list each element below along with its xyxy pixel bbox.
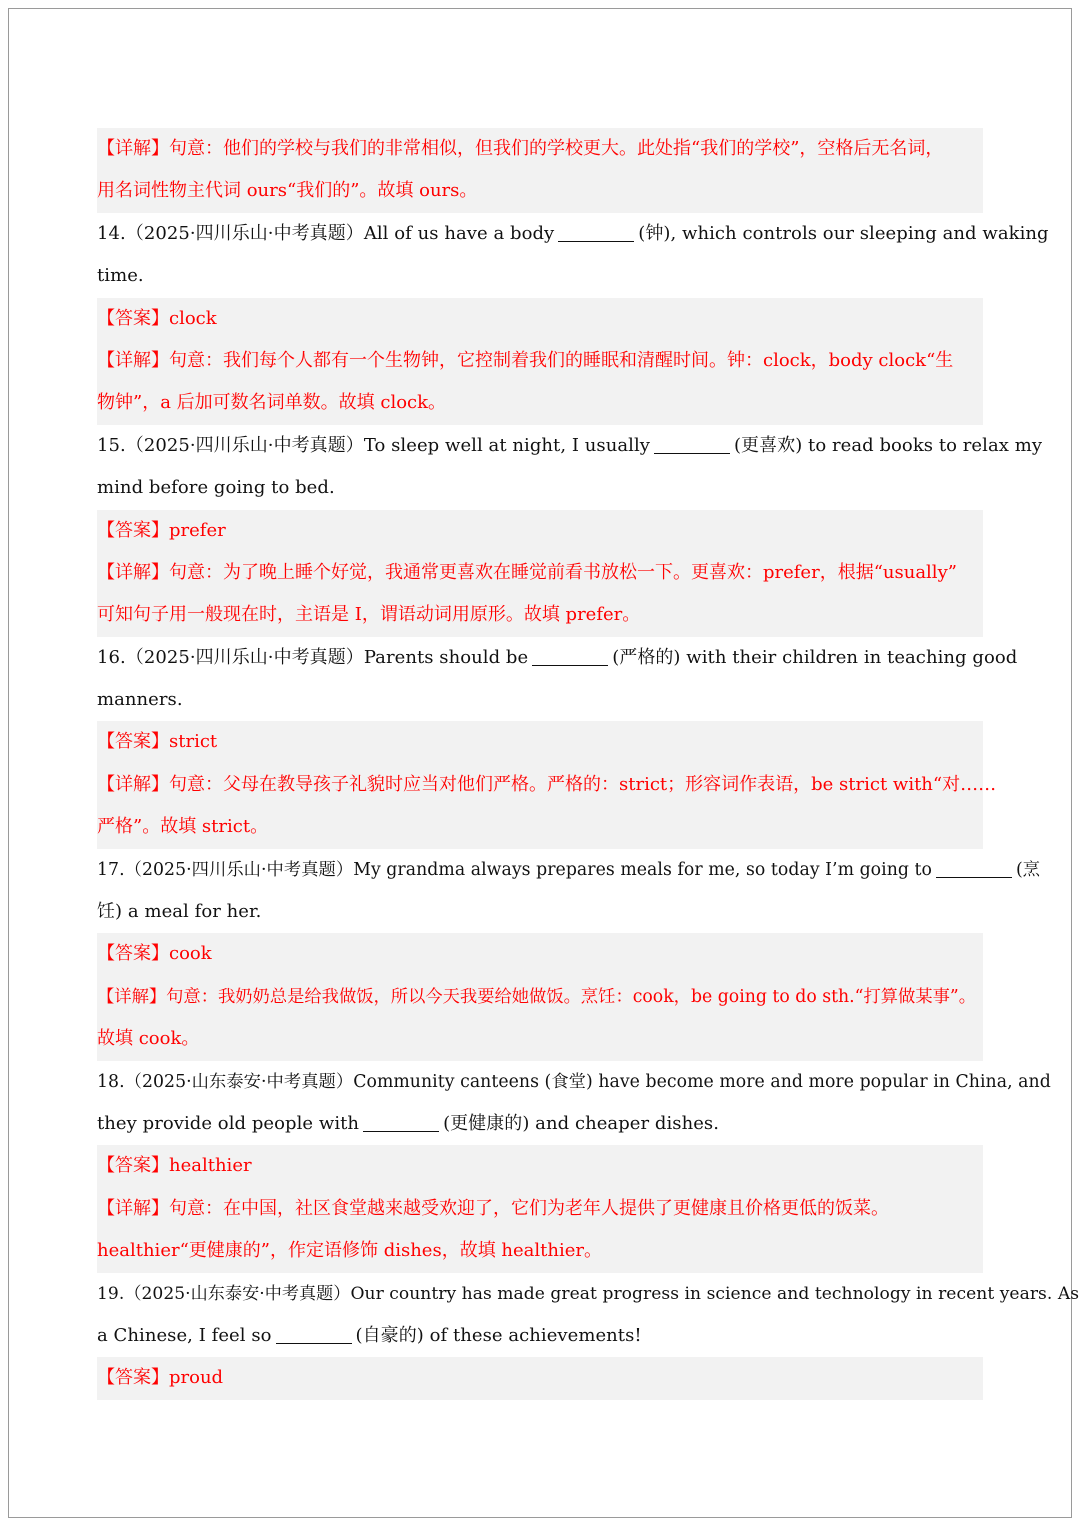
- answer-line: 【答案】healthier: [97, 1155, 252, 1177]
- question-19: [97, 1273, 1080, 1358]
- explanation-line: 用名词性物主代词 ours“我们的”。故填 ours。: [97, 180, 478, 202]
- answer-block-13: [97, 128, 983, 213]
- question-text: (更健康的) and cheaper dishes.: [443, 1112, 719, 1134]
- explanation-line: 【详解】句意：为了晚上睡个好觉，我通常更喜欢在睡觉前看书放松一下。更喜欢：prefer，根据“usually”: [97, 561, 957, 583]
- answer-block-18: [97, 1145, 983, 1272]
- question-text: mind before going to bed.: [97, 477, 335, 499]
- question-text: (自豪的) of these achievements!: [355, 1324, 642, 1346]
- answer-block-15: [97, 510, 983, 637]
- question-text: 16.（2025·四川乐山·中考真题）Parents should be: [97, 646, 529, 668]
- question-15: [97, 425, 1043, 510]
- answer-block-19: [97, 1357, 983, 1399]
- question-text: (钟), which controls our sleeping and waking: [638, 222, 1049, 244]
- answer-block-17: [97, 933, 983, 1060]
- question-text: time.: [97, 265, 144, 287]
- question-text: 18.（2025·山东泰安·中考真题）Community canteens (食堂) have become more and more popular in China, and: [97, 1071, 1051, 1092]
- explanation-line: 物钟”，a 后加可数名词单数。故填 clock。: [97, 392, 447, 414]
- answer-blank: [363, 1130, 439, 1132]
- answer-blank: [532, 664, 608, 666]
- question-text: (烹: [1016, 859, 1041, 880]
- question-text: 19.（2025·山东泰安·中考真题）Our country has made great progress in science and technology in recent years. As: [97, 1283, 1080, 1304]
- answer-blank: [558, 240, 634, 242]
- answer-blank: [276, 1342, 352, 1344]
- explanation-line: 可知句子用一般现在时，主语是 I，谓语动词用原形。故填 prefer。: [97, 604, 641, 626]
- explanation-line: 故填 cook。: [97, 1028, 200, 1050]
- question-text: a Chinese, I feel so: [97, 1324, 272, 1346]
- answer-line: 【答案】proud: [97, 1367, 224, 1389]
- explanation-line: 严格”。故填 strict。: [97, 816, 269, 838]
- question-17: [97, 849, 1041, 934]
- question-18: [97, 1061, 1051, 1146]
- answer-line: 【答案】cook: [97, 943, 212, 965]
- answer-line: 【答案】clock: [97, 307, 217, 329]
- question-16: [97, 637, 1018, 722]
- question-14: [97, 213, 1049, 298]
- question-text: (严格的) with their children in teaching good: [612, 646, 1018, 668]
- explanation-line: 【详解】句意：我们每个人都有一个生物钟，它控制着我们的睡眠和清醒时间。钟：clock，body clock“生: [97, 349, 954, 371]
- answer-line: 【答案】prefer: [97, 519, 226, 541]
- answer-block-14: [97, 298, 983, 425]
- question-text: manners.: [97, 689, 183, 711]
- answer-line: 【答案】strict: [97, 731, 218, 753]
- explanation-line: 【详解】句意：在中国，社区食堂越来越受欢迎了，它们为老年人提供了更健康且价格更低的饭菜。: [97, 1197, 889, 1219]
- explanation-line: 【详解】句意：他们的学校与我们的非常相似，但我们的学校更大。此处指“我们的学校”，空格后无名词，: [97, 138, 944, 159]
- document-content: [97, 128, 1080, 1400]
- question-text: 14.（2025·四川乐山·中考真题）All of us have a body: [97, 222, 555, 244]
- answer-blank: [936, 876, 1012, 878]
- explanation-line: 【详解】句意：我奶奶总是给我做饭，所以今天我要给她做饭。烹饪：cook，be going to do sth.“打算做某事”。: [97, 986, 977, 1007]
- question-text: 15.（2025·四川乐山·中考真题）To sleep well at night, I usually: [97, 434, 650, 456]
- explanation-line: healthier“更健康的”，作定语修饰 dishes，故填 healthier。: [97, 1240, 602, 1262]
- question-text: 17.（2025·四川乐山·中考真题）My grandma always prepares meals for me, so today I’m going to: [97, 859, 933, 880]
- question-text: they provide old people with: [97, 1112, 360, 1134]
- explanation-line: 【详解】句意：父母在教导孩子礼貌时应当对他们严格。严格的：strict；形容词作表语，be strict with“对……: [97, 773, 997, 795]
- answer-block-16: [97, 721, 997, 848]
- question-text: (更喜欢) to read books to relax my: [733, 434, 1043, 456]
- question-text: 饪) a meal for her.: [97, 901, 262, 923]
- answer-blank: [654, 452, 730, 454]
